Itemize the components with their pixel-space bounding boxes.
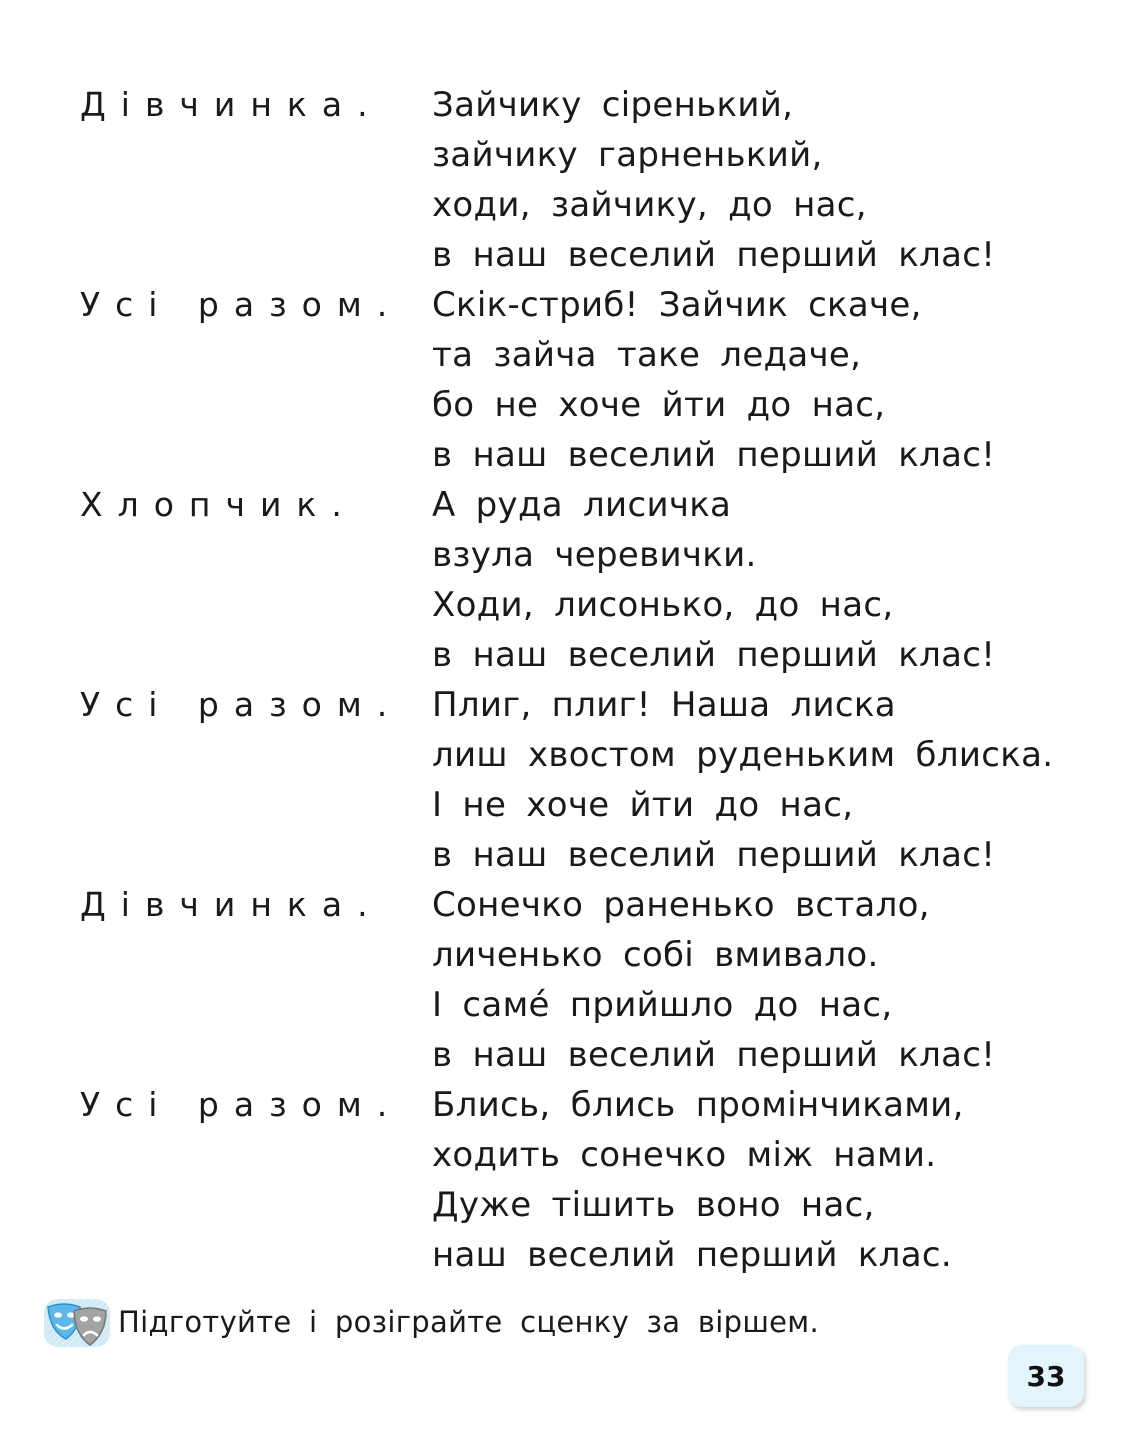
poem-line: ходи, зайчику, до нас, (432, 185, 867, 225)
speaker-label: Усі разом. (80, 685, 403, 724)
poem-line: бо не хоче йти до нас, (432, 385, 886, 425)
poem-line: зайчику гарненький, (432, 135, 823, 175)
poem-line: Зайчику сіренький, (432, 85, 794, 125)
stanza (80, 680, 1080, 880)
stanza (80, 480, 1080, 680)
poem-line: Блись, блись промінчиками, (432, 1085, 964, 1125)
speaker-label: Дівчинка. (80, 885, 383, 924)
poem-line: Сонечко раненько встало, (432, 885, 930, 925)
poem-line: в наш веселий перший клас! (432, 635, 996, 675)
poem-line: Дуже тішить воно нас, (432, 1185, 875, 1225)
task-text: Підготуйте і розіграйте сценку за віршем. (118, 1305, 819, 1339)
poem-line: взула черевички. (432, 535, 757, 575)
page-number: 33 (1008, 1345, 1084, 1407)
stanza (80, 880, 1080, 1080)
poem-line: А руда лисичка (432, 485, 732, 525)
poem-line: Плиг, плиг! Наша лиска (432, 685, 896, 725)
theater-masks-icon (42, 1293, 112, 1351)
speaker-label: Хлопчик. (80, 485, 357, 524)
stanza (80, 1080, 1080, 1280)
speaker-label: Усі разом. (80, 285, 403, 324)
stanza (80, 80, 1080, 280)
poem-line: І не хоче йти до нас, (432, 785, 854, 825)
poem-line: ходить сонечко між нами. (432, 1135, 937, 1175)
poem (80, 80, 1080, 1280)
poem-line: наш веселий перший клас. (432, 1235, 952, 1275)
poem-line: та зайча таке ледаче, (432, 335, 862, 375)
poem-line: в наш веселий перший клас! (432, 1035, 996, 1075)
poem-line: Ходи, лисонько, до нас, (432, 585, 894, 625)
task-instruction (42, 1293, 819, 1351)
poem-line: личенько собі вмивало. (432, 935, 879, 975)
stanza-lines (432, 480, 1080, 680)
poem-line: лиш хвостом руденьким блиска. (432, 735, 1054, 775)
speaker-label: Дівчинка. (80, 85, 383, 124)
poem-line: в наш веселий перший клас! (432, 435, 996, 475)
stanza-lines (432, 880, 1080, 1080)
poem-line: в наш веселий перший клас! (432, 835, 996, 875)
speaker-label: Усі разом. (80, 1085, 403, 1124)
poem-line: Скік-стриб! Зайчик скаче, (432, 285, 922, 325)
poem-line: І саме́ прийшло до нас, (432, 985, 893, 1025)
stanza-lines (432, 280, 1080, 480)
poem-line: в наш веселий перший клас! (432, 235, 996, 275)
stanza-lines (432, 680, 1080, 880)
stanza-lines (432, 80, 1080, 280)
stanza (80, 280, 1080, 480)
stanza-lines (432, 1080, 1080, 1280)
